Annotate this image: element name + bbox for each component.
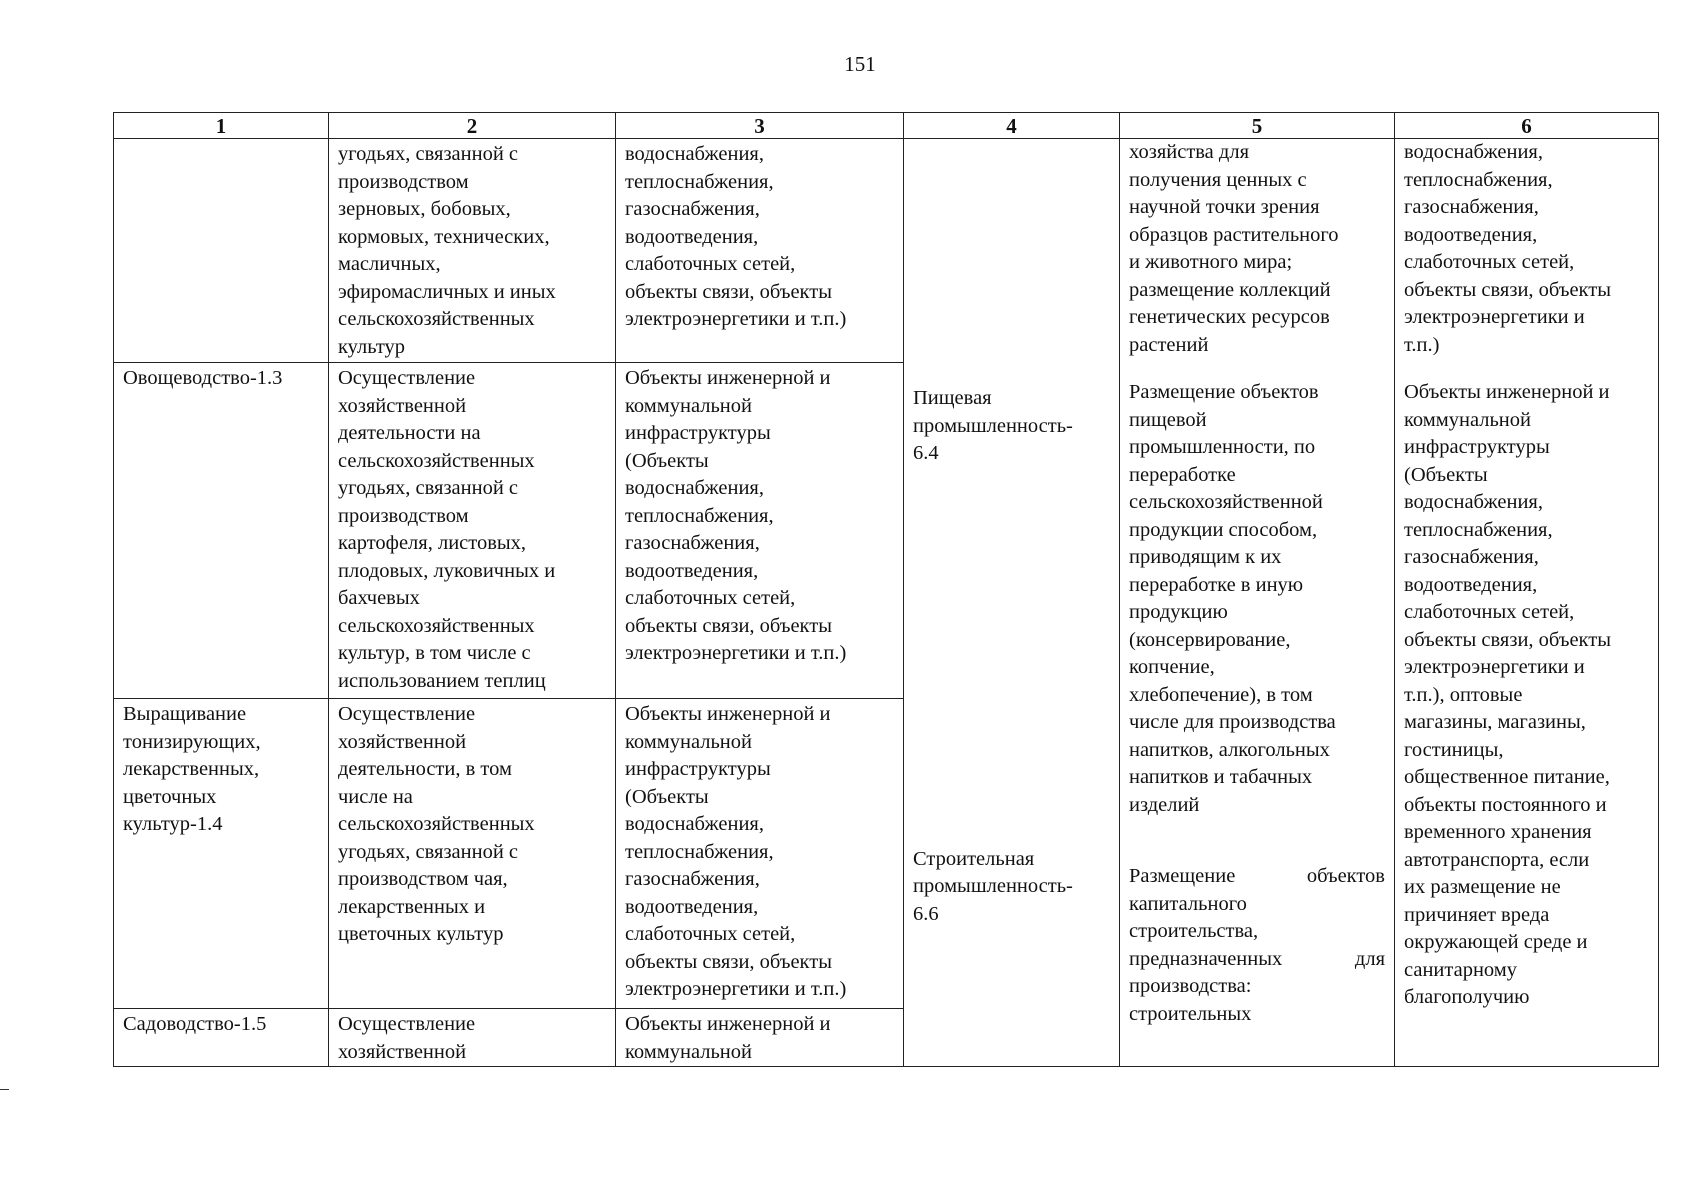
cell-type-name: Садоводство-1.5	[114, 1009, 329, 1067]
column-header-1: 1	[114, 113, 329, 139]
cell-type-description: угодьях, связанной с производством зерновых, бобовых, кормовых, технических, масличных, эфиромасличных и иных сельскохозяйственных культур	[329, 139, 616, 363]
column-header-4: 4	[904, 113, 1120, 139]
table-header-row	[114, 113, 1659, 139]
cell-auxiliary-uses: водоснабжения, теплоснабжения, газоснабжения, водоотведения, слаботочных сетей, объекты связи, объекты электроэнергетики и т.п.)	[616, 139, 904, 363]
column-header-6: 6	[1395, 113, 1659, 139]
cell-type-description: Осуществление хозяйственной деятельности, в том числе на сельскохозяйственных угодьях, связанной с производством чая, лекарственных и цветочных культур	[329, 699, 616, 1009]
conditional-text-construction-word: предназначенных	[1129, 947, 1283, 970]
cell-conditional-description	[1120, 139, 1395, 1067]
conditional-text-food-industry: Размещение объектов пищевой промышленности, по переработке сельскохозяйственной продукции способом, приводящим к их переработке в иную продукцию (консервирование, копчение, хлебопечение), в том числе для производства напитков, алкогольных напитков и табачных изделий	[1129, 381, 1336, 816]
conditional-text-construction-word: для	[1354, 947, 1385, 970]
cell-type-name: Выращивание тонизирующих, лекарственных, цветочных культур-1.4	[114, 699, 329, 1009]
column-header-5: 5	[1120, 113, 1395, 139]
cell-auxiliary-uses: Объекты инженерной и коммунальной	[616, 1009, 904, 1067]
conditional-text-construction-word: Размещение	[1129, 865, 1236, 887]
cell-conditional-uses	[904, 139, 1120, 1067]
cell-auxiliary-uses: Объекты инженерной и коммунальной инфраструктуры (Объекты водоснабжения, теплоснабжения, газоснабжения, водоотведения, слаботочных сетей, объекты связи, объекты электроэнергетики и т.п.)	[616, 363, 904, 699]
column-header-2: 2	[329, 113, 616, 139]
land-use-table	[113, 112, 1659, 1067]
conditional-use-food-industry: Пищевая промышленность- 6.4	[913, 387, 1073, 464]
cell-auxiliary-uses: Объекты инженерной и коммунальной инфраструктуры (Объекты водоснабжения, теплоснабжения, газоснабжения, водоотведения, слаботочных сетей, объекты связи, объекты электроэнергетики и т.п.)	[616, 699, 904, 1009]
cell-type-description: Осуществление хозяйственной	[329, 1009, 616, 1067]
cell-conditional-auxiliary	[1395, 139, 1659, 1067]
conditional-text-construction: капитального строительства,	[1129, 892, 1259, 942]
page-number: 151	[844, 52, 876, 76]
table-row	[114, 139, 1659, 363]
conditional-use-construction-industry: Строительная промышленность- 6.6	[913, 847, 1073, 925]
cell-type-name	[114, 139, 329, 363]
conditional-text-construction-end: производства: строительных	[1129, 975, 1252, 1025]
cell-type-name: Овощеводство-1.3	[114, 363, 329, 699]
conditional-text-research: хозяйства для получения ценных с научной точки зрения образцов растительного и животного мира; размещение коллекций генетических ресурсов растений	[1129, 141, 1339, 356]
conditional-text-construction-word: объектов	[1306, 865, 1385, 887]
auxiliary-text-utilities: водоснабжения, теплоснабжения, газоснабжения, водоотведения, слаботочных сетей, объекты связи, объекты электроэнергетики и т.п.)	[1404, 141, 1611, 356]
auxiliary-text-infrastructure: Объекты инженерной и коммунальной инфраструктуры (Объекты водоснабжения, теплоснабжения, газоснабжения, водоотведения, слаботочных сетей, объекты связи, объекты электроэнергетики и т.п.), оптовые магазины, магазины, гостиницы, общественное питание, объекты постоянного и временного хранения автотранспорта, если их размещение не причиняет вреда окружающей среде и санитарному благополучию	[1404, 381, 1611, 1008]
margin-mark	[0, 1089, 9, 1090]
column-header-3: 3	[616, 113, 904, 139]
cell-type-description: Осуществление хозяйственной деятельности на сельскохозяйственных угодьях, связанной с производством картофеля, листовых, плодовых, луковичных и бахчевых сельскохозяйственных культур, в том числе с использованием теплиц	[329, 363, 616, 699]
